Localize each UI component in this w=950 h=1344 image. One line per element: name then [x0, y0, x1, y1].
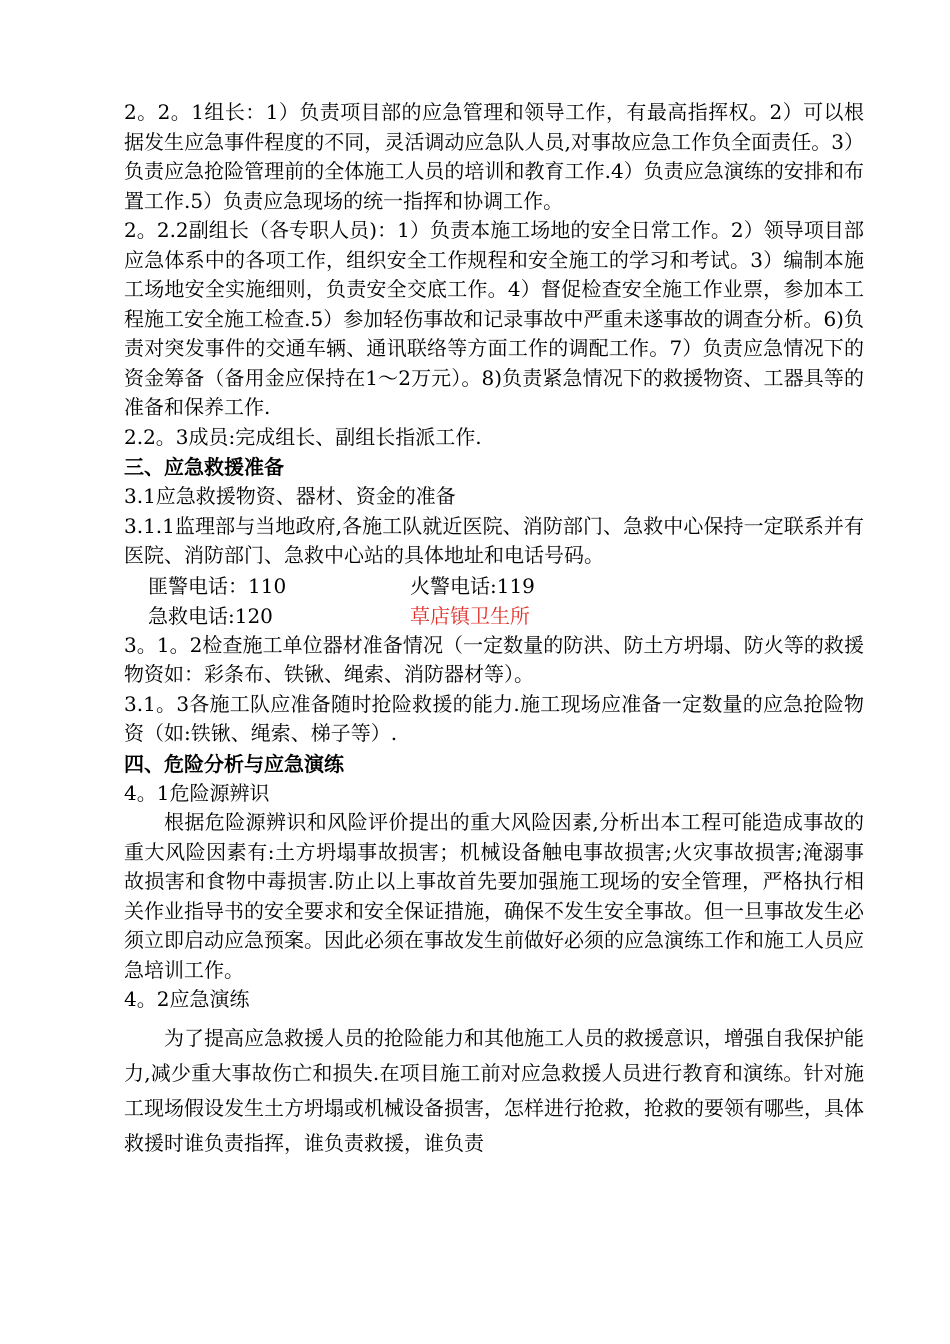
section-3-heading: 三、应急救援准备: [124, 455, 284, 479]
paragraph-4-2: 为了提高应急救援人员的抢险能力和其他施工人员的救援意识，增强自我保护能力,减少重大事故伤亡和损失.在项目施工前对应急救援人员进行教育和演练。针对施工现场假设发生土方坍塌或机械设备损害，怎样进行抢救，抢救的要领有哪些，具体救援时谁负责指挥，谁负责救援，谁负责: [124, 1025, 864, 1155]
paragraph-3-1-2: 3。1。2检查施工单位器材准备情况（一定数量的防洪、防土方坍塌、防火等的救援物资如：彩条布、铁锹、绳索、消防器材等）。: [124, 632, 864, 686]
subheading-3-1: 3.1应急救援物资、器材、资金的准备: [124, 484, 456, 508]
clinic-name: 草店镇卫生所: [410, 603, 530, 628]
paragraph-2-2-1: 2。2。1组长：1）负责项目部的应急管理和领导工作，有最高指挥权。2）可以根据发生应急事件程度的不同，灵活调动应急队人员,对事故应急工作负全面责任。3）负责应急抢险管理前的全体施工人员的培训和教育工作.4）负责应急演练的安排和布置工作.5）负责应急现场的统一指挥和协调工作。: [124, 100, 864, 213]
fire-phone: 火警电话:119: [410, 573, 535, 598]
ambulance-phone: 急救电话:120: [148, 603, 273, 628]
paragraph-4-1: 根据危险源辨识和风险评价提出的重大风险因素,分析出本工程可能造成事故的重大风险因素有:土方坍塌事故损害；机械设备触电事故损害;火灾事故损害;淹溺事故损害和食物中毒损害.防止以上事故首先要加强施工现场的安全管理，严格执行相关作业指导书的安全要求和安全保证措施，确保不发生安全事故。但一旦事故发生必须立即启动应急预案。因此必须在事故发生前做好必须的应急演练工作和施工人员应急培训工作。: [124, 810, 864, 982]
phone-row-1: [124, 571, 864, 601]
document-page: [124, 98, 864, 1161]
paragraph-2-2-2: 2。2.2副组长（各专职人员)：1）负责本施工场地的安全日常工作。2）领导项目部应急体系中的各项工作，组织安全工作规程和安全施工的学习和考试。3）编制本施工场地安全实施细则，负责安全交底工作。4）督促检查安全施工作业票，参加本工程施工安全施工检查.5）参加轻伤事故和记录事故中严重未遂事故的调查分析。6)负责对突发事件的交通车辆、通讯联络等方面工作的调配工作。7）负责应急情况下的资金筹备（备用金应保持在1～2万元）。8)负责紧急情况下的救援物资、工器具等的准备和保养工作.: [124, 218, 864, 419]
paragraph-2-2-3: 2.2。3成员:完成组长、副组长指派工作.: [124, 424, 482, 449]
police-phone: 匪警电话：110: [148, 573, 287, 598]
section-4-heading: 四、危险分析与应急演练: [124, 751, 344, 776]
paragraph-3-1-1: 3.1.1监理部与当地政府,各施工队就近医院、消防部门、急救中心保持一定联系并有医院、消防部门、急救中心站的具体地址和电话号码。: [124, 513, 864, 567]
subheading-4-1: 4。1危险源辨识: [124, 780, 270, 805]
subheading-4-2: 4。2应急演练: [124, 987, 250, 1011]
paragraph-3-1-3: 3.1。3各施工队应准备随时抢险救援的能力.施工现场应准备一定数量的应急抢险物资（如:铁锹、绳索、梯子等）.: [124, 691, 864, 745]
phone-row-2: [124, 601, 864, 631]
